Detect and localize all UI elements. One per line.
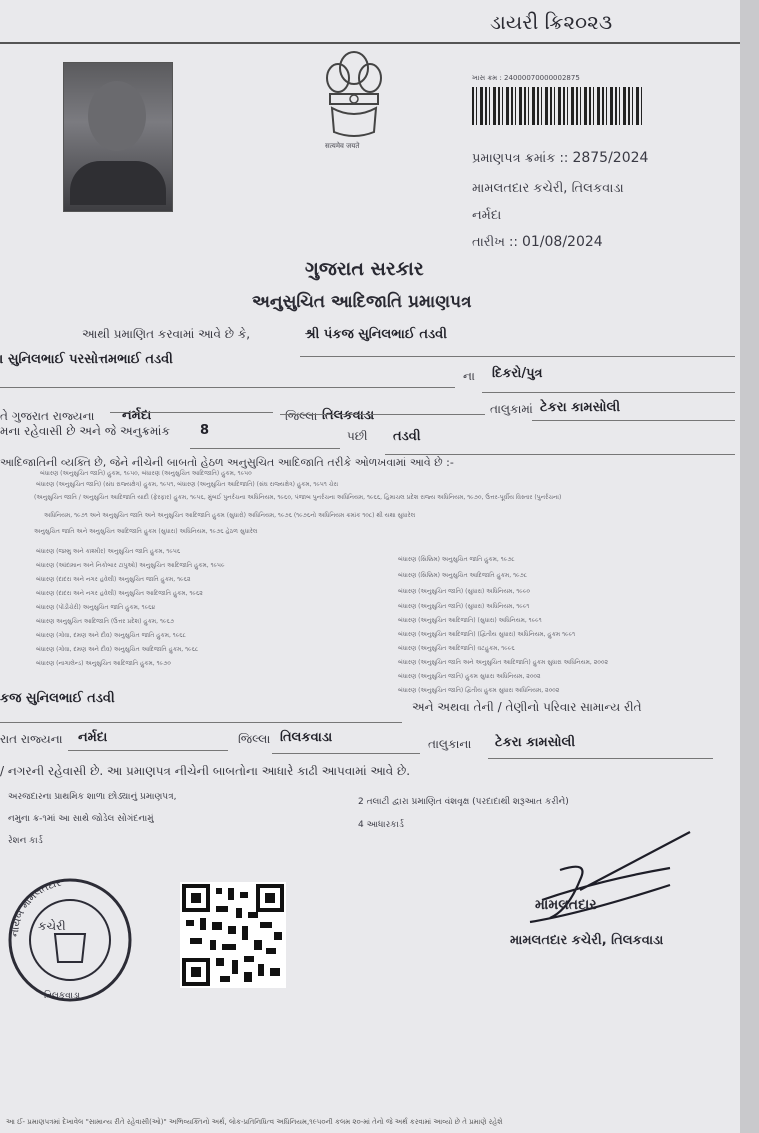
doc-1b: નમુના ક્ર-૧માં આ સાથે જોડેલ સોગંદનામું — [8, 814, 154, 824]
fine-right-7: બંધારણ (અનુસુચિત જાતિ અને અનુસુચિત આદિજાતિ) હુકમ સુધારા અધિનિયમ, ૨૦૦૨ — [398, 659, 608, 666]
rule — [0, 722, 402, 723]
emblem-caption: सत्यमेव जयते — [325, 142, 360, 150]
fine-left-13: બંધારણ (નાગાલેન્ડ) અનુસુચિત આદિજાતિ હુકમ, ૧૯૭૦ — [36, 660, 171, 667]
seal-word: કચેરી — [38, 919, 66, 933]
fine-left-5: બંધારણ (જમ્મુ અને કાશ્મીર) અનુસુચિત જાતિ હુકમ, ૧૯૫૬ — [36, 548, 181, 555]
barcode-label: ખાસ ક્રમ : 24000070000002875 — [472, 74, 580, 82]
fine-left-8: બંધારણ (દાદરા અને નગર હવેલી) અનુસુચિત આદિજાતિ હુકમ, ૧૯૬૨ — [36, 590, 203, 597]
seal-place: તિલકવાડા — [44, 991, 81, 1001]
doc-1: અરજદારના પ્રાથમિક શાળા છોડ્યાનું પ્રમાણપત્ર, — [8, 792, 177, 802]
rule — [482, 392, 735, 393]
fine-print-0: બંધારણ (અનુસુચિત જાતિ) હુકમ, ૧૯૫૦, બંધારણ (અનુસુચિત આદિજાતિ) હુકમ, ૧૯૫૦ — [40, 470, 252, 477]
certificate-no: 2875/2024 — [572, 150, 649, 166]
fine-print-1: બંધારણ (અનુસુચિત જાતિ) (સંઘ રાજ્યક્ષેત્ર) હુકમ, ૧૯૫૧, બંધારણ (અનુસુચિત આદિજાતિ) (સંઘ રાજ્યક્ષેત્ર) હુકમ, ૧૯૫૧ ચેરા — [36, 481, 339, 488]
date-label: તારીખ :: — [472, 235, 518, 250]
fine-left-12: બંધારણ (ગોવા, દમણ અને દીવ) અનુસુચિત આદિજાતિ હુકમ, ૧૯૬૮ — [36, 646, 199, 653]
fine-print-4: અનુસુચિત જાતિ અને અનુસુચિત આદિજાતિ હુકમ (સુધારા) અધિનિયમ, ૧૯૭૬ હેઠળ સુધારેલ — [34, 528, 258, 535]
rule — [300, 356, 735, 357]
fine-print-2: (અનુસુચિત જાતિ / અનુસુચિત આદિજાતિ યાદી (ફેરફાર) હુકમ, ૧૯૫૬, મુંબઈ પુનર્રચના અધિનિયમ, ૧૯૬૦, પંજાબ પુનર્રચના અધિનિયમ, ૧૯૬૬, હિમાચલ પ્રદેશ રાજ્ય અધિનિયમ, ૧૯૭૦, ઉત્તર-પૂર્વીય વિસ્તાર (પુનર્રચના) — [34, 494, 562, 501]
state-district-2: નર્મદા — [78, 730, 108, 745]
rule — [110, 412, 273, 413]
national-emblem-icon — [318, 48, 390, 150]
office-seal-icon — [0, 862, 135, 1012]
tribe-text: આદિજાતિની વ્યક્તિ છે, જેને નીચેની બાબતો હેઠળ અનુસુચિત આદિજાતિ તરીકે ઓળખવામાં આવે છે :- — [0, 456, 454, 469]
signatory-office: મામલતદાર કચેરી, તિલકવાડા — [510, 933, 664, 948]
serial-no: 8 — [200, 423, 210, 438]
state-label-2: રાત રાજ્યના — [0, 732, 63, 746]
fine-right-6: બંધારણ (અનુસુચિત આદિજાતિ) વટહુકમ, ૧૯૯૬ — [398, 645, 515, 652]
fine-left-7: બંધારણ (દાદરા અને નગર હવેલી) અનુસુચિત જાતિ હુકમ, ૧૯૬૨ — [36, 576, 191, 583]
state-district: નર્મદા — [122, 408, 152, 423]
issue-date: 01/08/2024 — [521, 234, 603, 250]
office-name: મામલતદાર કચેરી, તિલકવાડા — [472, 181, 624, 196]
tribe-name: તડવી — [393, 429, 421, 444]
certificate-title: અનુસુચિત આદિજાતિ પ્રમાણપત્ર — [252, 292, 472, 312]
signature-mark — [520, 830, 700, 930]
fine-right-0: બંધારણ (સિક્કિમ) અનુસુચિત જાતિ હુકમ, ૧૯૭૮ — [398, 556, 515, 563]
photo-shirt — [70, 161, 166, 205]
page-edge — [740, 0, 759, 1133]
village: ટેકરા કામસોલી — [540, 400, 621, 415]
rule — [280, 414, 485, 415]
barcode — [472, 87, 642, 125]
father-name: । સુનિલભાઈ પરસોત્તમભાઈ તડવી — [0, 352, 173, 367]
fine-right-9: બંધારણ (અનુસુચિત જાતિ) દ્વિતીય હુકમ સુધારા અધિનિયમ, ૨૦૦૨ — [398, 687, 560, 694]
fine-left-9: બંધારણ (પોંડીચેરી) અનુસુચિત જાતિ હુકમ, ૧૯૬૪ — [36, 604, 156, 611]
photo-face — [88, 81, 146, 151]
district-name: નર્મદા — [472, 208, 502, 223]
seal-text: નાયબ મામલતદાર — [9, 877, 63, 938]
doc-1c: રેશન કાર્ડ — [8, 836, 43, 846]
top-rule — [0, 42, 740, 44]
rule — [488, 758, 713, 759]
certificate-no-label: પ્રમાણપત્ર ક્રમાંક :: — [472, 151, 569, 166]
fine-left-11: બંધારણ (ગોવા, દમણ અને દીવ) અનુસુચિત જાતિ હુકમ, ૧૯૬૮ — [36, 632, 186, 639]
district-label: જિલ્લા — [285, 409, 318, 423]
fine-left-10: બંધારણ અનુસુચિત આદિજાતિ (ઉત્તર પ્રદેશ) હુકમ, ૧૯૬૭ — [36, 618, 174, 625]
footer-note: આ ઈ- પ્રમાણપત્રમાં દેખાવેલ "સામાન્ય રીતે રહેવાસી(ઓ)" અભિવ્યક્તિનો અર્થ, લોક-પ્રતિનિધિત્વ અધિનિયમ,૧૯૫૦ની કલમ ૨૦-માં તેનો જે અર્થ કરવામાં આવ્યો છે તે પ્રમાણે રહેશે — [6, 1118, 503, 1126]
rule — [272, 753, 420, 754]
handwritten-note: ડાયરી ક્રિ૨૦૨૩ — [490, 10, 613, 34]
certify-text: આથી પ્રમાણિત કરવામાં આવે છે કે, — [82, 327, 251, 341]
rule — [0, 387, 455, 388]
family-text: અને અથવા તેની / તેણીનો પરિવાર સામાન્ય રીતે — [412, 700, 642, 714]
fine-right-4: બંધારણ (અનુસુચિત આદિજાતિ) (સુધારા) અધિનિયમ, ૧૯૯૧ — [398, 617, 542, 624]
na-label: ના — [463, 369, 475, 383]
basis-text: / નગરની રહેવાસી છે. આ પ્રમાણપત્ર નીચેની બાબતોના આધારે કાઢી આપવામાં આવે છે. — [0, 764, 411, 778]
applicant-photo — [63, 62, 173, 212]
after-label: પછી — [347, 429, 368, 443]
district-label-2: જિલ્લા — [238, 732, 271, 746]
fine-right-1: બંધારણ (સિક્કિમ) અનુસુચિત આદિજાતિ હુકમ, ૧૯૭૮ — [398, 572, 528, 579]
fine-left-6: બંધારણ (આંદામાન અને નિકોબાર ટાપુઓ) અનુસુચિત આદિજાતિ હુકમ, ૧૯૫૯ — [36, 562, 225, 569]
fine-right-3: બંધારણ (અનુસુચિત જાતિ) (સુધારા) અધિનિયમ, ૧૯૯૧ — [398, 603, 530, 610]
rule — [68, 750, 228, 751]
holder-name: કજ સુનિલભાઈ તડવી — [0, 691, 115, 706]
signatory-title: મામલતદાર — [535, 897, 597, 913]
village-2: ટેકરા કામસોલી — [495, 735, 576, 750]
taluka-label-2: તાલુકાના — [428, 737, 472, 751]
doc-2: 2 તલાટી દ્વારા પ્રમાણિત વંશવૃક્ષ (પરદાદાથી શરૂઆત કરીને) — [358, 797, 569, 807]
person-name: શ્રી પંકજ સુનિલભાઈ તડવી — [305, 327, 447, 342]
relation: દિકરો/પુત્ર — [492, 366, 543, 381]
government-title: ગુજરાત સરકાર — [305, 258, 424, 280]
fine-right-5: બંધારણ (અનુસુચિત આદિજાતિ) (દ્વિતીય સુધારા) અધિનિયમ, હુકમ ૧૯૯૧ — [398, 631, 576, 638]
fine-print-3: અધિનિયમ, ૧૯૭૧ અને અનુસુચિત જાતિ અને અનુસુચિત આદિજાતિ હુકમ (સુધારો) અધિનિયમ, ૧૯૭૬ (૧૯૭૬નો અધિનિયમ ક્રમાંક ૧૦૮) થી યથા સુધારેલ — [44, 512, 416, 519]
rule — [385, 454, 735, 455]
doc-4: 4 આધારકાર્ડ — [358, 820, 404, 830]
district-value: તિલકવાડા — [322, 408, 375, 423]
district-value-2: તિલકવાડા — [280, 730, 333, 745]
state-label: તે ગુજરાત રાજ્યના — [0, 409, 95, 423]
qr-code — [180, 882, 286, 988]
rule — [532, 420, 735, 421]
resident-text: મના રહેવાસી છે અને જે અનુક્રમાંક — [0, 424, 170, 438]
rule — [190, 448, 340, 449]
fine-right-8: બંધારણ (અનુસુચિત જાતિ) હુકમ સુધારા અધિનિયમ, ૨૦૦૨ — [398, 673, 541, 680]
fine-right-2: બંધારણ (અનુસુચિત જાતિ) (સુધારા) અધિનિયમ, ૧૯૯૦ — [398, 588, 530, 595]
taluka-label: તાલુકામાં — [490, 402, 533, 416]
